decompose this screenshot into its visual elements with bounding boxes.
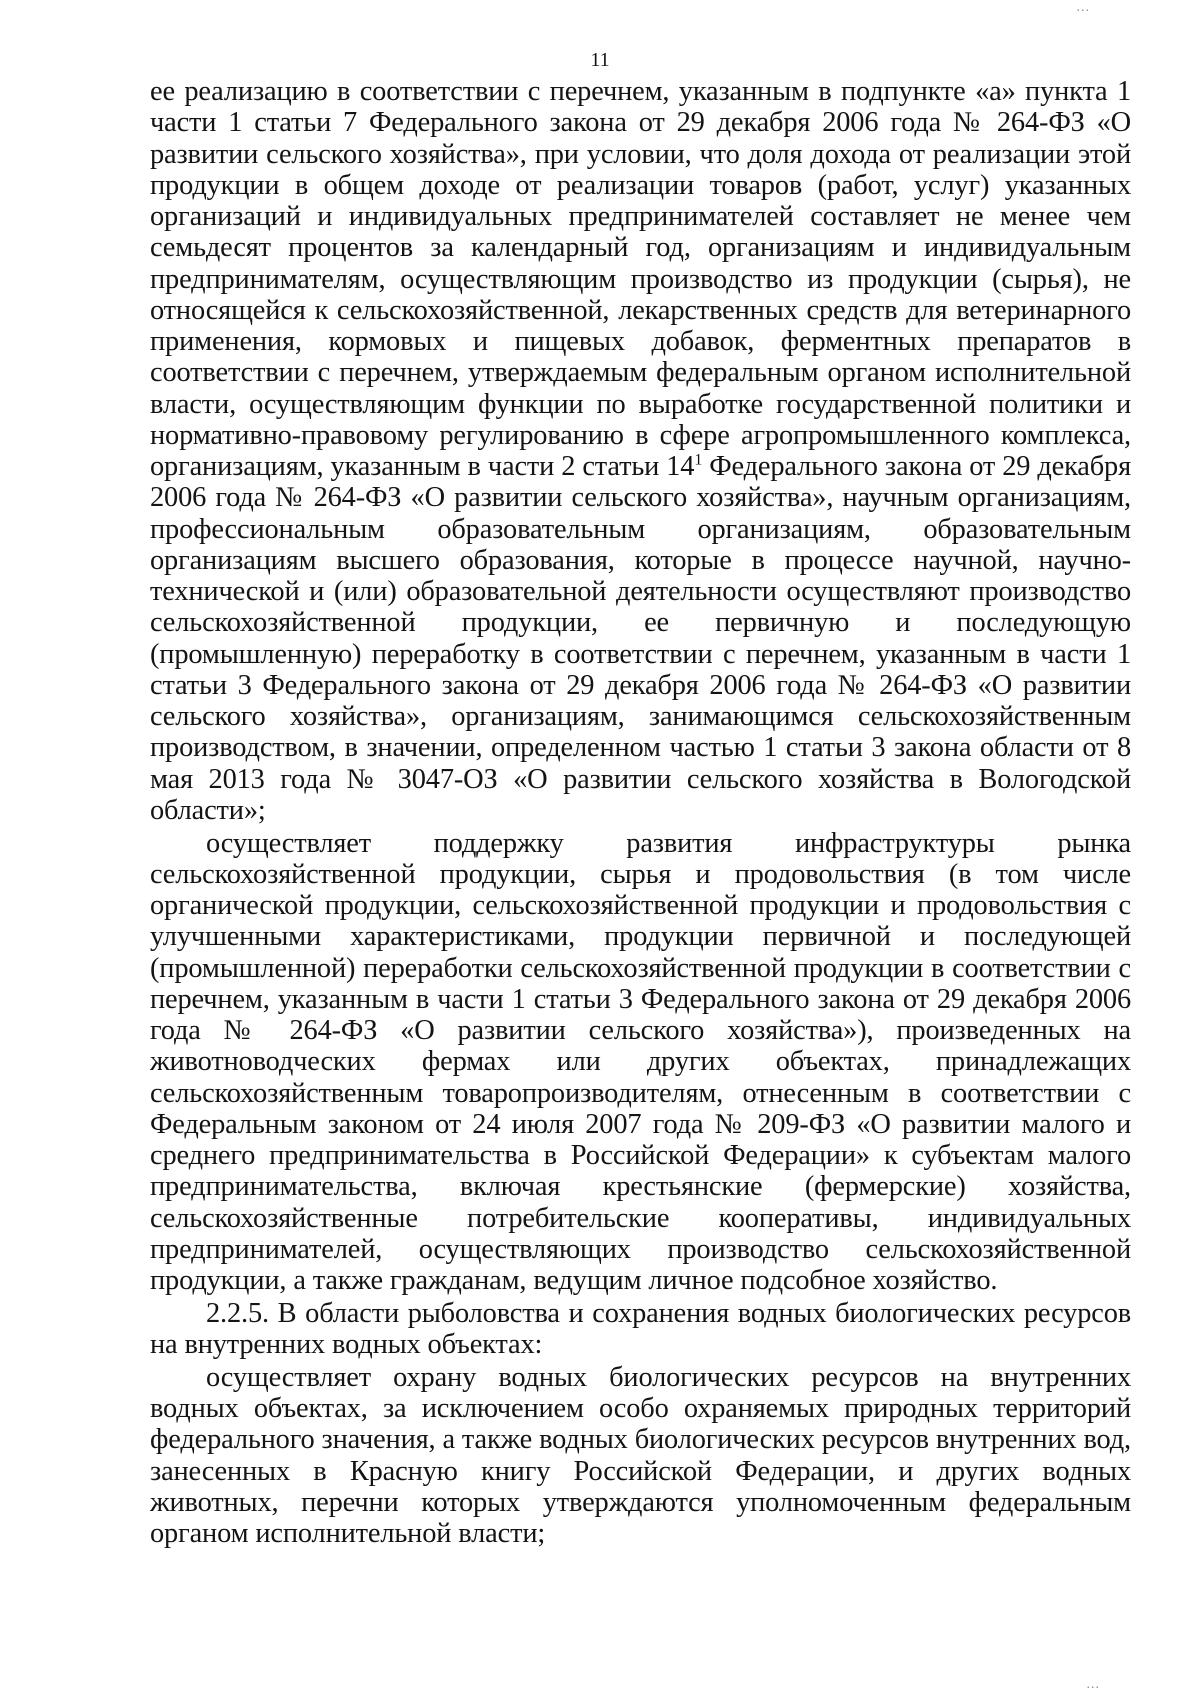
paragraph-1-text-continued: Федерального закона от 29 декабря 2006 года № 264-ФЗ «О развитии сельского хозяйства», научным организациям, профессиональным образовательным организациям, образовательным организациям высшего образования, которые в процессе научной, научно-технической и (или) образовательной деятельности осуществляют производство сельскохозяйственной продукции, ее первичную и последующую (промышленную) переработку в соответствии с перечнем, указанным в части 1 статьи 3 Федерального закона от 29 декабря 2006 года № 264-ФЗ «О развитии сельского хозяйства», организациям, занимающимся сельскохозяйственным производством, в значении, определенном частью 1 статьи 3 закона области от 8 мая 2013 года № 3047-ОЗ «О развитии сельского хозяйства в Вологодской области»; — [150, 451, 1131, 826]
article-superscript: 1 — [694, 451, 703, 469]
paragraph-1-text: ее реализацию в соответствии с перечнем, указанным в подпункте «а» пункта 1 части 1 статьи 7 Федерального закона от 29 декабря 2006 года № 264-ФЗ «О развитии сельского хозяйства», при условии, что доля дохода от реализации этой продукции в общем доходе от реализации товаров (работ, услуг) указанных организаций и индивидуальных предпринимателей составляет не менее чем семьдесят процентов за календарный год, организациям и индивидуальным предпринимателям, осуществляющим производство из продукции (сырья), не относящейся к сельскохозяйственной, лекарственных средств для ветеринарного применения, кормовых и пищевых добавок, ферментных препаратов в соответствии с перечнем, утверждаемым федеральным органом исполнительной власти, осуществляющим функции по выработке государственной политики и нормативно-правовому регулированию в сфере агропромышленного комплекса, организациям, указанным в части 2 статьи 14 — [150, 76, 1131, 482]
scan-corner-mark-bottom: ... — [1086, 1677, 1100, 1692]
section-heading-2-2-5: 2.2.5. В области рыболовства и сохранения водных биологических ресурсов на внутренних водных объектах: — [150, 1297, 1131, 1360]
paragraph-2: осуществляет поддержку развития инфраструктуры рынка сельскохозяйственной продукции, сырья и продовольствия (в том числе органической продукции, сельскохозяйственной продукции и продовольствия с улучшенными характеристиками, продукции первичной и последующей (промышленной) переработки сельскохозяйственной продукции в соответствии с перечнем, указанным в части 1 статьи 3 Федерального закона от 29 декабря 2006 года № 264-ФЗ «О развитии сельского хозяйства»), произведенных на животноводческих фермах или других объектах, принадлежащих сельскохозяйственным товаропроизводителям, отнесенным в соответствии с Федеральным законом от 24 июля 2007 года № 209-ФЗ «О развитии малого и среднего предпринимательства в Российской Федерации» к субъектам малого предпринимательства, включая крестьянские (фермерские) хозяйства, сельскохозяйственные потребительские кооперативы, индивидуальных предпринимателей, осуществляющих производство сельскохозяйственной продукции, а также гражданам, ведущим личное подсобное хозяйство. — [150, 827, 1131, 1296]
paragraph-1 — [150, 76, 1131, 826]
paragraph-4: осуществляет охрану водных биологических ресурсов на внутренних водных объектах, за исключением особо охраняемых природных территорий федерального значения, а также водных биологических ресурсов внутренних вод, занесенных в Красную книгу Российской Федерации, и других водных животных, перечни которых утверждаются уполномоченным федеральным органом исполнительной власти; — [150, 1361, 1131, 1549]
page-number: 11 — [590, 49, 610, 71]
scan-corner-mark-top: ... — [1076, 0, 1090, 15]
document-body — [150, 76, 1131, 1551]
